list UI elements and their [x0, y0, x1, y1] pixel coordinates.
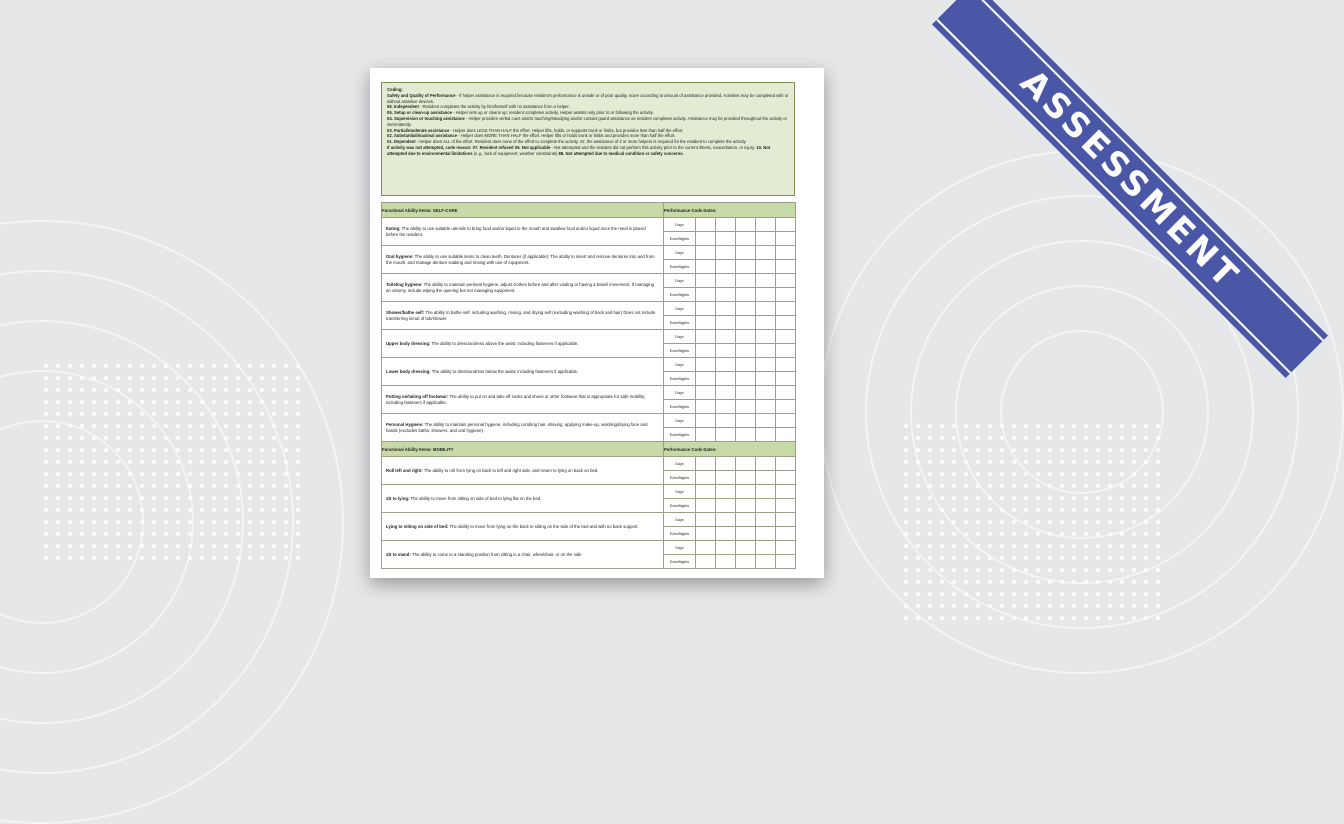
code-entry-cell[interactable] — [716, 513, 736, 527]
code-entry-cell[interactable] — [696, 302, 716, 316]
item-text: The ability to maintain personal hygiene, including combing hair, shaving, applying make-up, washing/drying face and hands (excludes baths, showers, and oral hygiene). — [386, 421, 648, 433]
code-entry-cell[interactable] — [736, 428, 756, 442]
code-entry-cell[interactable] — [736, 358, 756, 372]
table-row — [382, 541, 796, 555]
code-entry-cell[interactable] — [756, 344, 776, 358]
code-entry-cell[interactable] — [716, 288, 736, 302]
coding-line-term: 06. Independent — [387, 104, 419, 110]
assessment-document — [370, 68, 824, 578]
document-sheet — [381, 82, 795, 569]
item-text: The ability to dress/undress below the waist; including fasteners if applicable. — [430, 368, 579, 374]
code-entry-cell[interactable] — [736, 386, 756, 400]
code-entry-cell[interactable] — [696, 428, 716, 442]
code-entry-cell[interactable] — [696, 555, 716, 569]
item-description — [382, 485, 664, 513]
coding-lines — [387, 93, 789, 157]
code-entry-cell[interactable] — [716, 541, 736, 555]
code-entry-cell[interactable] — [736, 288, 756, 302]
code-entry-cell[interactable] — [716, 499, 736, 513]
code-entry-cell[interactable] — [716, 471, 736, 485]
table-row — [382, 274, 796, 288]
code-entry-cell[interactable] — [776, 246, 796, 260]
item-description — [382, 513, 664, 541]
code-entry-cell[interactable] — [756, 499, 776, 513]
table-row — [382, 513, 796, 527]
coding-line-text: - Resident completes the activity by him/herself with no assistance from a helper. — [418, 104, 570, 110]
coding-line-text: - Helper sets up or cleans up; resident completes activity. Helper assists only prior to or following the activity. — [451, 110, 654, 116]
code-entry-cell[interactable] — [756, 316, 776, 330]
code-entry-cell[interactable] — [756, 428, 776, 442]
item-name: Upper body dressing: — [386, 340, 431, 346]
code-entry-cell[interactable] — [736, 344, 756, 358]
code-entry-cell[interactable] — [716, 386, 736, 400]
item-text: The ability to come to a standing position from sitting in a chair, wheelchair, or on the side — [410, 551, 582, 557]
code-entry-cell[interactable] — [756, 555, 776, 569]
code-entry-cell[interactable] — [716, 485, 736, 499]
code-entry-cell[interactable] — [696, 513, 716, 527]
code-entry-cell[interactable] — [736, 485, 756, 499]
performance-dates-header: Performance Code Dates: — [664, 203, 796, 218]
code-entry-cell[interactable] — [696, 232, 716, 246]
coding-line-text: - Helper does LESS THAN HALF the effort. Helper lifts, holds, or supports trunk or limbs, but provides less than half the effort. — [449, 127, 684, 133]
coding-line-term: 05. Setup or clean-up assistance — [387, 110, 452, 116]
item-description — [382, 218, 664, 246]
code-entry-cell[interactable] — [696, 386, 716, 400]
item-description — [382, 414, 664, 442]
code-entry-cell[interactable] — [716, 232, 736, 246]
code-entry-cell[interactable] — [776, 288, 796, 302]
coding-line-term: 04. Supervision or touching assistance — [387, 115, 465, 121]
item-name: Lower body dressing: — [386, 368, 431, 374]
code-entry-cell[interactable] — [776, 485, 796, 499]
code-entry-cell[interactable] — [716, 274, 736, 288]
code-entry-cell[interactable] — [736, 541, 756, 555]
coding-line — [387, 133, 675, 138]
code-entry-cell[interactable] — [736, 414, 756, 428]
code-entry-cell[interactable] — [736, 471, 756, 485]
code-entry-cell[interactable] — [716, 555, 736, 569]
code-entry-cell[interactable] — [716, 400, 736, 414]
code-entry-cell[interactable] — [776, 513, 796, 527]
code-entry-cell[interactable] — [776, 330, 796, 344]
table-row — [382, 330, 796, 344]
eves-nights-label: Eves/Nights — [664, 400, 696, 414]
dot-pattern-left — [40, 360, 300, 560]
item-text: The ability to bathe self, including washing, rinsing, and drying self (excluding washing of back and hair) Does not include transferring in/out of tub/shower. — [386, 309, 656, 321]
item-description — [382, 386, 664, 414]
code-entry-cell[interactable] — [716, 457, 736, 471]
code-entry-cell[interactable] — [776, 414, 796, 428]
code-entry-cell[interactable] — [756, 400, 776, 414]
item-name: Lying to sitting on side of bed: — [386, 523, 449, 529]
days-label: Days — [664, 485, 696, 499]
coding-line-text: - Helper does MORE THAN HALF the effort. Helper lifts or holds trunk or limbs and provides more than half the effort. — [457, 133, 676, 139]
item-name: Putting on/taking off footwear: — [386, 393, 449, 399]
code-entry-cell[interactable] — [736, 316, 756, 330]
table-row — [382, 414, 796, 428]
code-entry-cell[interactable] — [776, 316, 796, 330]
eves-nights-label: Eves/Nights — [664, 316, 696, 330]
coding-line-text: - Not attempted and the resident did not perform this activity prior to the current illness, exacerbation, or injury. — [550, 144, 757, 150]
code-entry-cell[interactable] — [736, 513, 756, 527]
eves-nights-label: Eves/Nights — [664, 471, 696, 485]
code-entry-cell[interactable] — [776, 232, 796, 246]
code-entry-cell[interactable] — [756, 457, 776, 471]
eves-nights-label: Eves/Nights — [664, 232, 696, 246]
code-entry-cell[interactable] — [776, 400, 796, 414]
coding-heading: Coding: — [387, 87, 403, 92]
code-entry-cell[interactable] — [776, 344, 796, 358]
code-entry-cell[interactable] — [776, 555, 796, 569]
performance-dates-header: Performance Code Dates: — [664, 442, 796, 457]
item-name: Eating: — [386, 225, 401, 231]
days-label: Days — [664, 218, 696, 232]
item-text: The ability to move from lying on the back to sitting on the side of the bed and with no back support. — [448, 523, 639, 529]
days-label: Days — [664, 246, 696, 260]
item-text: The ability to maintain perineal hygiene, adjust clothes before and after voiding or having a bowel movement. If managing an ostomy, include wiping the opening but not managing equipment. — [386, 281, 655, 293]
code-entry-cell[interactable] — [696, 372, 716, 386]
code-entry-cell[interactable] — [756, 260, 776, 274]
days-label: Days — [664, 386, 696, 400]
coding-line-text: (e.g., lack of equipment, weather constraints) — [472, 150, 559, 156]
functional-ability-table — [381, 202, 796, 569]
table-row — [382, 218, 796, 232]
code-entry-cell[interactable] — [716, 246, 736, 260]
coding-line — [387, 116, 787, 127]
code-entry-cell[interactable] — [736, 527, 756, 541]
code-entry-cell[interactable] — [716, 414, 736, 428]
code-entry-cell[interactable] — [756, 218, 776, 232]
item-text: The ability to use suitable utensils to bring food and/or liquid to the mouth and swallow food and/or liquid once the meal is placed before the resident. — [386, 225, 646, 237]
coding-line — [387, 93, 789, 104]
days-label: Days — [664, 302, 696, 316]
code-entry-cell[interactable] — [716, 428, 736, 442]
coding-line-text: - Helper provides verbal cues and/or touching/steadying and/or contact guard assistance as resident completes activity. Assistance may be provided throughout the activity or intermittently. — [387, 115, 788, 127]
section-header — [382, 203, 796, 218]
coding-line-term: If activity was not attempted, code reason: 07. Resident refused 09. Not applicable — [387, 144, 551, 150]
days-label: Days — [664, 457, 696, 471]
code-entry-cell[interactable] — [716, 527, 736, 541]
code-entry-cell[interactable] — [716, 344, 736, 358]
code-entry-cell[interactable] — [696, 246, 716, 260]
code-entry-cell[interactable] — [736, 457, 756, 471]
code-entry-cell[interactable] — [776, 302, 796, 316]
item-name: Shower/bathe self: — [386, 309, 425, 315]
days-label: Days — [664, 541, 696, 555]
code-entry-cell[interactable] — [736, 372, 756, 386]
item-text: The ability to dress/undress above the waist; including fasteners if applicable. — [430, 340, 579, 346]
eves-nights-label: Eves/Nights — [664, 288, 696, 302]
code-entry-cell[interactable] — [756, 527, 776, 541]
eves-nights-label: Eves/Nights — [664, 344, 696, 358]
table-row — [382, 485, 796, 499]
code-entry-cell[interactable] — [756, 246, 776, 260]
code-entry-cell[interactable] — [756, 485, 776, 499]
code-entry-cell[interactable] — [756, 232, 776, 246]
coding-line — [387, 104, 570, 109]
code-entry-cell[interactable] — [696, 358, 716, 372]
coding-line-term: 03. Partial/moderate assistance — [387, 127, 450, 133]
code-entry-cell[interactable] — [776, 471, 796, 485]
coding-line-term: 88. Not attempted due to medical condition or safety concerns. — [558, 150, 684, 156]
code-entry-cell[interactable] — [696, 218, 716, 232]
code-entry-cell[interactable] — [696, 541, 716, 555]
code-entry-cell[interactable] — [736, 499, 756, 513]
dot-pattern-right — [900, 420, 1160, 620]
code-entry-cell[interactable] — [776, 428, 796, 442]
code-entry-cell[interactable] — [736, 330, 756, 344]
code-entry-cell[interactable] — [736, 218, 756, 232]
eves-nights-label: Eves/Nights — [664, 260, 696, 274]
code-entry-cell[interactable] — [696, 274, 716, 288]
coding-line — [387, 110, 654, 115]
code-entry-cell[interactable] — [736, 246, 756, 260]
code-entry-cell[interactable] — [756, 513, 776, 527]
table-row — [382, 302, 796, 316]
days-label: Days — [664, 274, 696, 288]
eves-nights-label: Eves/Nights — [664, 499, 696, 513]
code-entry-cell[interactable] — [756, 302, 776, 316]
code-entry-cell[interactable] — [696, 344, 716, 358]
coding-line — [387, 139, 747, 144]
code-entry-cell[interactable] — [736, 400, 756, 414]
code-entry-cell[interactable] — [696, 316, 716, 330]
item-description — [382, 457, 664, 485]
code-entry-cell[interactable] — [736, 232, 756, 246]
days-label: Days — [664, 330, 696, 344]
code-entry-cell[interactable] — [756, 288, 776, 302]
item-text: The ability to put on and take off socks and shoes or other footwear that is appropriate for safe mobility; including fasteners if applicable. — [386, 393, 646, 405]
item-name: Oral hygiene: — [386, 253, 414, 259]
section-title: Functional Ability Items: MOBILITY — [382, 442, 664, 457]
code-entry-cell[interactable] — [696, 457, 716, 471]
code-entry-cell[interactable] — [776, 457, 796, 471]
table-row — [382, 457, 796, 471]
code-entry-cell[interactable] — [716, 358, 736, 372]
table-row — [382, 386, 796, 400]
code-entry-cell[interactable] — [776, 358, 796, 372]
code-entry-cell[interactable] — [756, 330, 776, 344]
code-entry-cell[interactable] — [756, 471, 776, 485]
item-name: Toileting hygiene: — [386, 281, 423, 287]
code-entry-cell[interactable] — [776, 218, 796, 232]
item-description — [382, 330, 664, 358]
eves-nights-label: Eves/Nights — [664, 555, 696, 569]
code-entry-cell[interactable] — [696, 288, 716, 302]
coding-legend — [381, 82, 795, 196]
coding-line — [559, 151, 684, 156]
item-text: The ability to use suitable items to clean teeth. Dentures (if applicable): The ability to insert and remove dentures into and from the mouth, and manage denture soaking and rinsing with use of equipment. — [386, 253, 655, 265]
table-row — [382, 246, 796, 260]
eves-nights-label: Eves/Nights — [664, 428, 696, 442]
code-entry-cell[interactable] — [776, 260, 796, 274]
code-entry-cell[interactable] — [696, 527, 716, 541]
coding-line — [387, 128, 683, 133]
code-entry-cell[interactable] — [696, 471, 716, 485]
days-label: Days — [664, 513, 696, 527]
code-entry-cell[interactable] — [776, 541, 796, 555]
days-label: Days — [664, 414, 696, 428]
coding-line-term: 10. Not attempted due to environmental limitations — [387, 144, 771, 156]
coding-line-term: 02. Substantial/maximal assistance — [387, 133, 458, 139]
code-entry-cell[interactable] — [736, 302, 756, 316]
coding-line-term: Safety and Quality of Performance — [387, 92, 456, 98]
code-entry-cell[interactable] — [756, 414, 776, 428]
code-entry-cell[interactable] — [696, 400, 716, 414]
code-entry-cell[interactable] — [756, 274, 776, 288]
code-entry-cell[interactable] — [736, 555, 756, 569]
coding-line-text: - If helper assistance is required because resident's performance is unsafe or of poor quality, score according to amount of assistance provided. Activities may be completed with or without assistive devices. — [387, 92, 789, 104]
code-entry-cell[interactable] — [716, 330, 736, 344]
code-entry-cell[interactable] — [696, 414, 716, 428]
code-entry-cell[interactable] — [776, 372, 796, 386]
code-entry-cell[interactable] — [736, 260, 756, 274]
code-entry-cell[interactable] — [716, 302, 736, 316]
item-name: Personal Hygiene: — [386, 421, 424, 427]
coding-line — [387, 145, 756, 150]
code-entry-cell[interactable] — [776, 527, 796, 541]
code-entry-cell[interactable] — [756, 358, 776, 372]
code-entry-cell[interactable] — [716, 372, 736, 386]
item-name: Roll left and right: — [386, 467, 423, 473]
code-entry-cell[interactable] — [696, 485, 716, 499]
code-entry-cell[interactable] — [776, 499, 796, 513]
days-label: Days — [664, 358, 696, 372]
table-row — [382, 358, 796, 372]
code-entry-cell[interactable] — [716, 260, 736, 274]
code-entry-cell[interactable] — [696, 260, 716, 274]
item-name: Sit to stand: — [386, 551, 411, 557]
code-entry-cell[interactable] — [756, 386, 776, 400]
code-entry-cell[interactable] — [776, 274, 796, 288]
eves-nights-label: Eves/Nights — [664, 527, 696, 541]
eves-nights-label: Eves/Nights — [664, 372, 696, 386]
coding-line-text: - Helper does ALL of the effort. Resident does none of the effort to complete the activity. Or, the assistance of 2 or more helpers is required for the resident to complete the activity. — [415, 139, 747, 145]
item-description — [382, 358, 664, 386]
code-entry-cell[interactable] — [696, 499, 716, 513]
item-description — [382, 274, 664, 302]
item-description — [382, 302, 664, 330]
item-description — [382, 246, 664, 274]
section-header — [382, 442, 796, 457]
item-description — [382, 541, 664, 569]
coding-line-term: 01. Dependent — [387, 139, 416, 145]
ribbon-label: ASSESSMENT — [1012, 62, 1248, 298]
code-entry-cell[interactable] — [716, 316, 736, 330]
code-entry-cell[interactable] — [756, 372, 776, 386]
section-title: Functional Ability Items: SELF-CARE — [382, 203, 664, 218]
item-text: The ability to roll from lying on back to left and right side, and return to lying on back on bed. — [422, 467, 599, 473]
code-entry-cell[interactable] — [756, 541, 776, 555]
item-text: The ability to move from sitting on side of bed to lying flat on the bed. — [409, 495, 542, 501]
code-entry-cell[interactable] — [716, 218, 736, 232]
code-entry-cell[interactable] — [736, 274, 756, 288]
code-entry-cell[interactable] — [776, 386, 796, 400]
item-name: Sit to lying: — [386, 495, 410, 501]
code-entry-cell[interactable] — [696, 330, 716, 344]
